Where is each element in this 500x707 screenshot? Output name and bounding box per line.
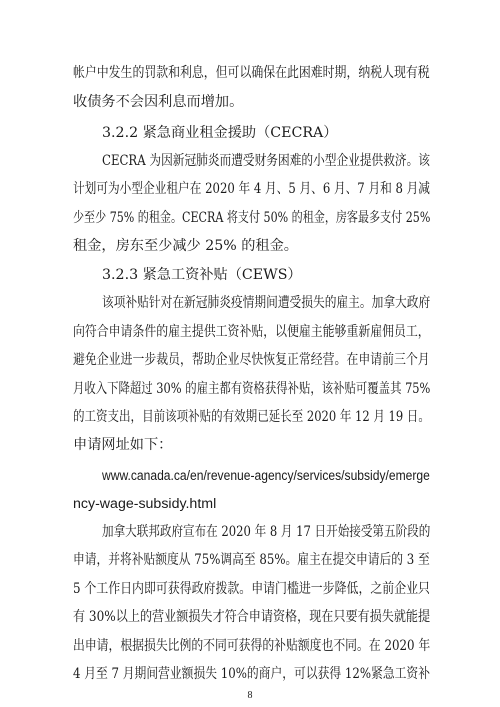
text-line: 申请，并将补贴额度从 75%调高至 85%。雇主在提交申请后的 3 至 [73,552,430,568]
text-line: 租金，房东至少减少 25% 的租金。 [73,238,298,254]
text-line: 的工资支出，目前该项补贴的有效期已延长至 2020 年 12 月 19 日。 [73,409,430,425]
text-line: 收债务不会因利息而增加。 [73,94,244,110]
text-line: 该项补贴针对在新冠肺炎疫情期间遭受损失的雇主。加拿大政府 [102,295,431,311]
text-line: 4 月至 7 月期间营业额损失 10%的商户，可以获得 12%紧急工资补 [73,666,430,682]
page-number: 8 [247,690,253,701]
text-line: 5 个工作日内即可获得政府拨款。申请门槛进一步降低，之前企业只 [73,581,430,597]
section-heading-cews: 3.2.3 紧急工资补贴（CEWS） [102,267,302,283]
text-line: 加拿大联邦政府宣布在 2020 年 8 月 17 日开始接受第五阶段的 [102,524,431,540]
text-line: 帐户中发生的罚款和利息，但可以确保在此困难时期，纳税人现有税 [73,65,430,81]
text-line: 出申请，根据损失比例的不同可获得的补贴额度也不同。在 2020 年 [73,638,431,654]
text-line: 有 30%以上的营业额损失才符合申请资格，现在只要有损失就能提 [73,609,431,625]
url-line: www.canada.ca/en/revenue-agency/services/subsidy/emerge [102,468,430,484]
text-line: CECRA 为因新冠肺炎而遭受财务困难的小型企业提供救济。该 [102,153,431,169]
text-line: 向符合申请条件的雇主提供工资补贴，以便雇主能够重新雇佣员工， [73,324,430,340]
url-line: ncy-wage-subsidy.html [73,496,217,512]
text-line: 计划可为小型企业租户在 2020 年 4 月、5 月、6 月、7 月和 8 月减 [73,181,430,197]
section-heading-cecra: 3.2.2 紧急商业租金援助（CECRA） [102,125,338,141]
text-line: 申请网址如下： [73,437,173,453]
text-line: 避免企业进一步裁员，帮助企业尽快恢复正常经营。在申请前三个月 [73,352,430,368]
text-line: 月收入下降超过 30% 的雇主都有资格获得补贴，该补贴可覆盖其 75% [73,381,431,397]
text-line: 少至少 75% 的租金。CECRA 将支付 50% 的租金，房客最多支付 25% [73,210,431,226]
